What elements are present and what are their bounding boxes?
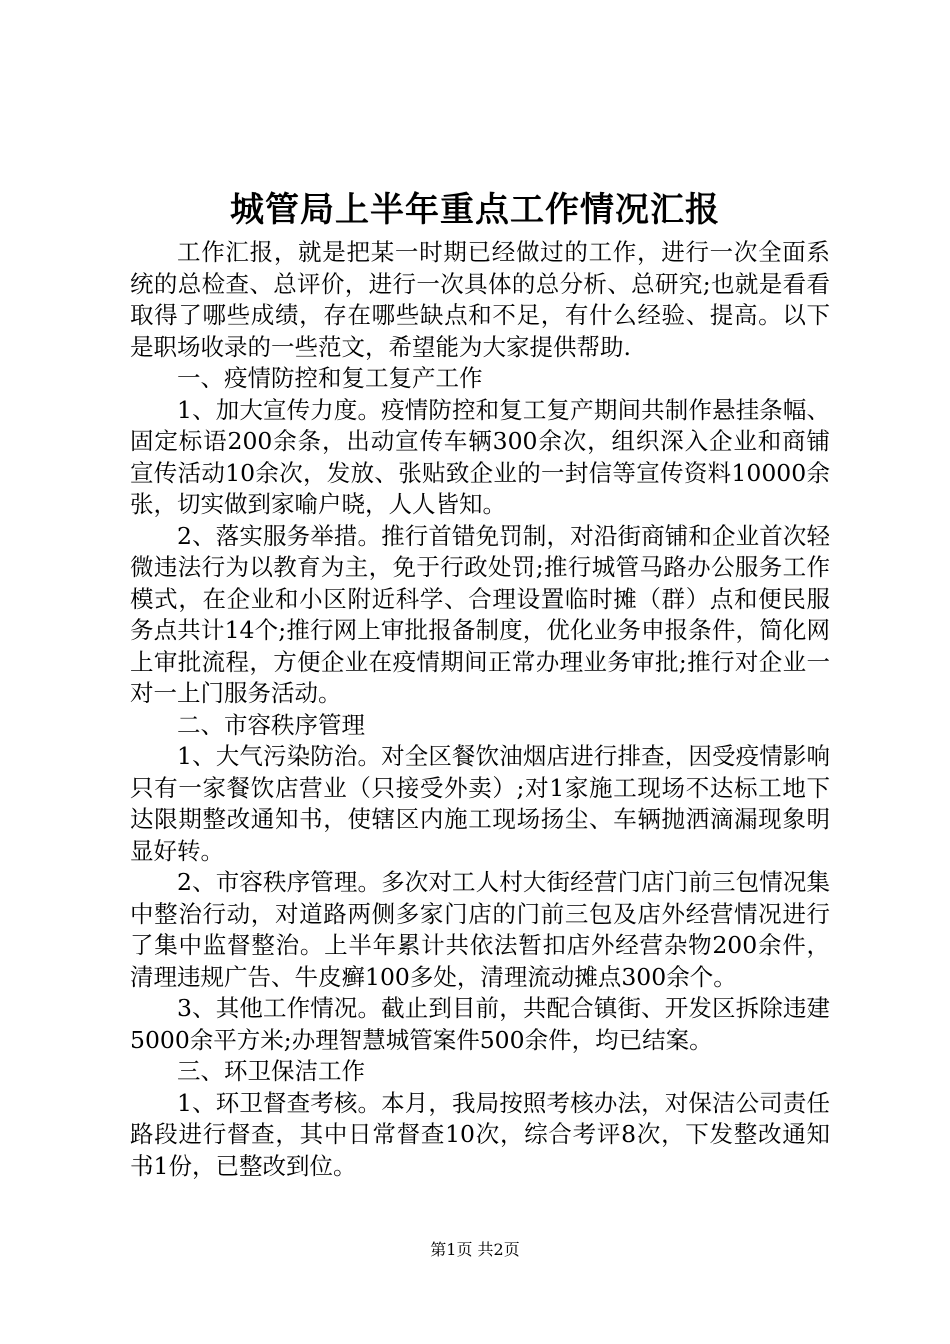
section-heading-3: 三、环卫保洁工作 [177,1057,365,1085]
paragraph-2-2: 2、市容秩序管理。多次对工人村大街经营门店门前三包情况集中整治行动，对道路两侧多家门店的门前三包及店外经营情况进行了集中监督整治。上半年累计共依法暂扣店外经营杂物200余件，清理违规广告、牛皮癣100多处，清理流动摊点300余个。 [130,868,830,991]
page-footer: 第1页 共2页 [430,1240,520,1259]
section-heading-2: 二、市容秩序管理 [177,710,365,739]
document-title: 城管局上半年重点工作情况汇报 [230,190,720,230]
document-body [130,237,830,1182]
intro-paragraph: 工作汇报，就是把某一时期已经做过的工作，进行一次全面系统的总检查、总评价，进行一次具体的总分析、总研究;也就是看看取得了哪些成绩，存在哪些缺点和不足，有什么经验、提高。以下是职场收录的一些范文，希望能为大家提供帮助. [130,238,830,361]
paragraph-2-1: 1、大气污染防治。对全区餐饮油烟店进行排查，因受疫情影响只有一家餐饮店营业（只接受外卖）;对1家施工现场不达标工地下达限期整改通知书，使辖区内施工现场扬尘、车辆抛洒滴漏现象明显好转。 [130,742,830,865]
paragraph-3-1: 1、环卫督查考核。本月，我局按照考核办法，对保洁公司责任路段进行督查，其中日常督查10次，综合考评8次，下发整改通知书1份，已整改到位。 [130,1088,830,1180]
paragraph-1-1: 1、加大宣传力度。疫情防控和复工复产期间共制作悬挂条幅、固定标语200余条，出动宣传车辆300余次，组织深入企业和商铺宣传活动10余次，发放、张贴致企业的一封信等宣传资料10000余张，切实做到家喻户晓，人人皆知。 [130,395,830,518]
paragraph-2-3: 3、其他工作情况。截止到目前，共配合镇街、开发区拆除违建5000余平方米;办理智慧城管案件500余件，均已结案。 [130,994,830,1054]
section-heading-1: 一、疫情防控和复工复产工作 [177,364,483,392]
paragraph-1-2: 2、落实服务举措。推行首错免罚制，对沿街商铺和企业首次轻微违法行为以教育为主，免于行政处罚;推行城管马路办公服务工作模式，在企业和小区附近科学、合理设置临时摊（群）点和便民服务点共计14个;推行网上审批报备制度，优化业务申报条件，简化网上审批流程，方便企业在疫情期间正常办理业务审批;推行对企业一对一上门服务活动。 [130,521,830,707]
